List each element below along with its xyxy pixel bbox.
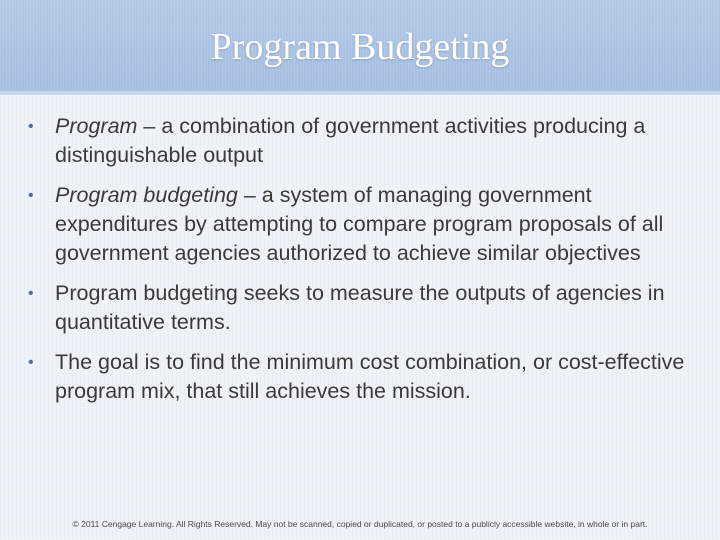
bullet-item bbox=[28, 112, 700, 170]
bullet-list bbox=[28, 112, 700, 417]
title-bar bbox=[0, 0, 720, 95]
bullet-item bbox=[28, 181, 700, 268]
bullet-term: Program bbox=[55, 114, 138, 138]
bullet-text: – a combination of government activities producing a distinguishable output bbox=[55, 114, 646, 167]
bullet-text: Program budgeting seeks to measure the outputs of agencies in quantitative terms. bbox=[55, 281, 665, 334]
copyright-footer: © 2011 Cengage Learning. All Rights Reserved. May not be scanned, copied or duplicated, or posted to a publicly accessible website, in whole or in part. bbox=[72, 519, 648, 529]
bullet-dot-icon: • bbox=[28, 354, 34, 371]
bullet-item bbox=[28, 348, 700, 406]
slide-title: Program Budgeting bbox=[210, 26, 510, 68]
bullet-dot-icon: • bbox=[28, 285, 34, 302]
bullet-term: Program budgeting bbox=[55, 183, 238, 207]
bullet-text: The goal is to find the minimum cost combination, or cost-effective program mix, that still achieves the mission. bbox=[55, 350, 685, 403]
bullet-text: – a system of managing government expenditures by attempting to compare program proposals of all government agencies authorized to achieve similar objectives bbox=[55, 183, 664, 265]
bullet-item bbox=[28, 279, 700, 337]
bullet-dot-icon: • bbox=[28, 187, 34, 204]
bullet-dot-icon: • bbox=[28, 118, 34, 135]
